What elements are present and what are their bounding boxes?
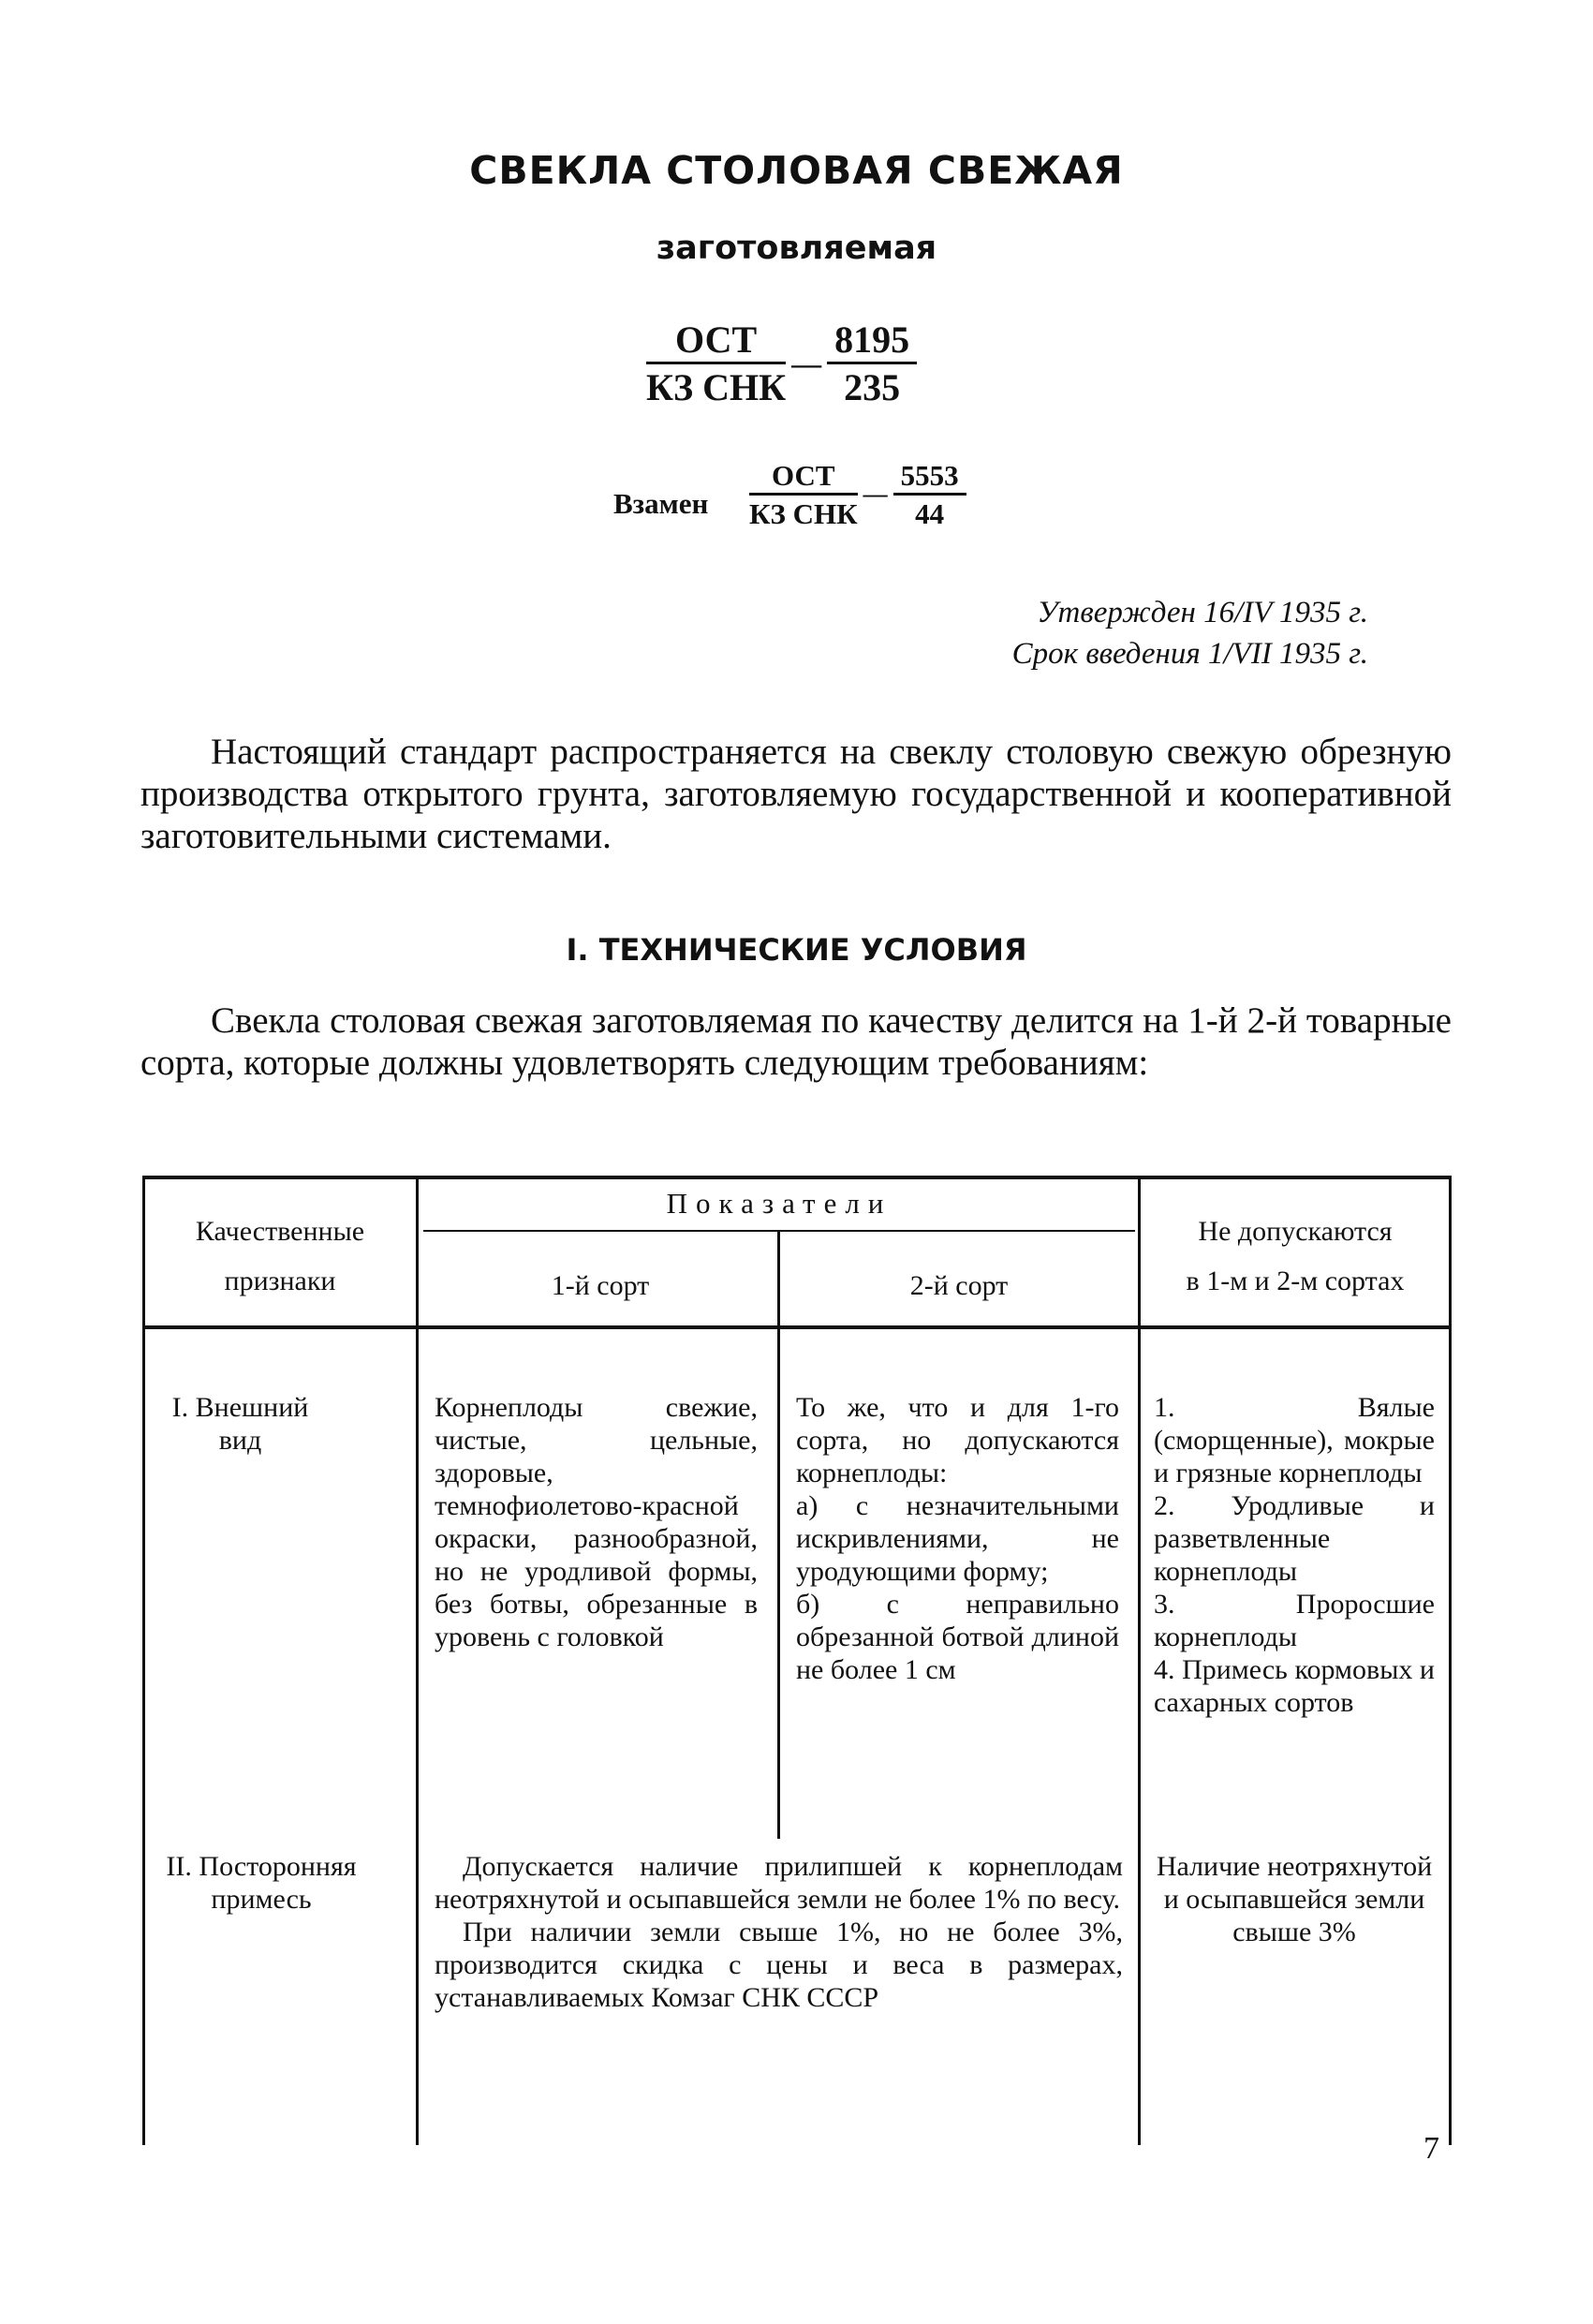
- approval-block: [713, 592, 1368, 674]
- standard-left-denominator: КЗ СНК: [646, 366, 787, 408]
- row1-not-allowed: [1154, 1391, 1435, 1719]
- row2-both-grades: [435, 1850, 1123, 2014]
- standard-right-denominator: 235: [844, 366, 901, 408]
- replaces-separator: —: [863, 481, 888, 509]
- standard-designation: [646, 318, 917, 409]
- standard-right-numerator: 8195: [827, 318, 917, 364]
- row1-grade2-item-b: б) с неправильно обрезанной ботвой длиной не более 1 см: [796, 1589, 1119, 1685]
- replaces-right-fraction: [893, 459, 966, 530]
- row1-grade2: [796, 1391, 1119, 1686]
- page-title: СВЕКЛА СТОЛОВАЯ СВЕЖАЯ: [469, 148, 1124, 193]
- intro-paragraph: Настоящий стандарт распространяется на свеклу столовую свежую обрезную производства открытого грунта, заготовляемую государственной и кооперативной заготовительными системами.: [140, 732, 1452, 856]
- page-number: 7: [1423, 2131, 1439, 2166]
- row2-feature: II. Посторонняя примесь: [166, 1851, 357, 1915]
- approved-date: Утвержден 16/IV 1935 г.: [1037, 596, 1368, 629]
- header-indicators: Показатели: [666, 1187, 892, 1220]
- row1-feature: I. Внешний вид: [171, 1392, 309, 1456]
- replaces-left-numerator: ОСТ: [749, 459, 858, 496]
- standard-left-fraction: [646, 318, 786, 409]
- replaces-right-denominator: 44: [915, 496, 945, 530]
- header-bottom-rule: [142, 1325, 1452, 1329]
- header-feature-line2: признаки: [224, 1266, 336, 1296]
- replaces-designation: [749, 459, 966, 530]
- row2-both-grades-p1: Допускается наличие прилипшей к корнеплодам неотряхнутой и осыпавшейся земли не более 1% по весу.: [435, 1851, 1123, 1915]
- header-not-allowed-line1: Не допускаются: [1198, 1216, 1393, 1247]
- table-top-rule: [142, 1176, 1452, 1179]
- standard-right-fraction: [827, 318, 917, 409]
- header-not-allowed: [1141, 1215, 1450, 1297]
- row1-not-allowed-item-4: 4. Примесь кормовых и сахарных сортов: [1154, 1654, 1435, 1718]
- standard-left-numerator: ОСТ: [646, 318, 786, 364]
- row2-not-allowed: Наличие неотряхнутой и осыпавшейся земли свыше 3%: [1156, 1851, 1433, 1947]
- col3-divider: [1138, 1176, 1141, 2145]
- section-heading: I. ТЕХНИЧЕСКИЕ УСЛОВИЯ: [566, 932, 1027, 968]
- row1-grade2-item-a: а) с незначительными искривлениями, не уродующими форму;: [796, 1490, 1119, 1587]
- effective-date: Срок введения 1/VII 1935 г.: [1011, 637, 1368, 671]
- col1-divider: [416, 1176, 419, 2145]
- page-subtitle: заготовляемая: [656, 229, 937, 267]
- row1-grade2-intro: То же, что и для 1-го сорта, но допускаются корнеплоды:: [796, 1392, 1119, 1488]
- replaces-right-numerator: 5553: [893, 459, 966, 496]
- row1-not-allowed-item-3: 3. Проросшие корнеплоды: [1154, 1589, 1435, 1652]
- section-paragraph: Свекла столовая свежая заготовляемая по качеству делится на 1-й 2-й товарные сорта, которые должны удовлетворять следующим требованиям:: [140, 1000, 1452, 1083]
- standard-separator: —: [791, 347, 822, 380]
- row1-not-allowed-item-1: 1. Вялые (сморщенные), мокрые и грязные корнеплоды: [1154, 1392, 1435, 1488]
- requirements-table: [142, 1176, 1452, 2145]
- replaces-left-denominator: КЗ СНК: [749, 496, 858, 530]
- row1-grade1: Корнеплоды свежие, чистые, цельные, здоровые, темнофиолетово-красной окраски, разнообразной, но не уродливой формы, без ботвы, обрезанные в уровень с головкой: [435, 1392, 758, 1652]
- header-feature: [154, 1215, 406, 1297]
- replaces-left-fraction: [749, 459, 858, 530]
- row2-both-grades-p2: При наличии земли свыше 1%, но не более 3%, производится скидка с цены и веса в размерах, устанавливаемых Комзаг СНК СССР: [435, 1917, 1123, 2013]
- header-feature-line1: Качественные: [195, 1216, 365, 1247]
- row1-not-allowed-item-2: 2. Уродливые и разветвленные корнеплоды: [1154, 1490, 1435, 1587]
- table-left-border: [142, 1176, 145, 2145]
- header-grade2: 2-й сорт: [909, 1270, 1009, 1301]
- table-right-border: [1449, 1176, 1452, 2145]
- header-grade1: 1-й сорт: [551, 1270, 650, 1301]
- header-not-allowed-line2: в 1-м и 2-м сортах: [1186, 1266, 1405, 1296]
- replaces-label: Взамен: [613, 487, 709, 520]
- grade-divider: [777, 1232, 780, 1839]
